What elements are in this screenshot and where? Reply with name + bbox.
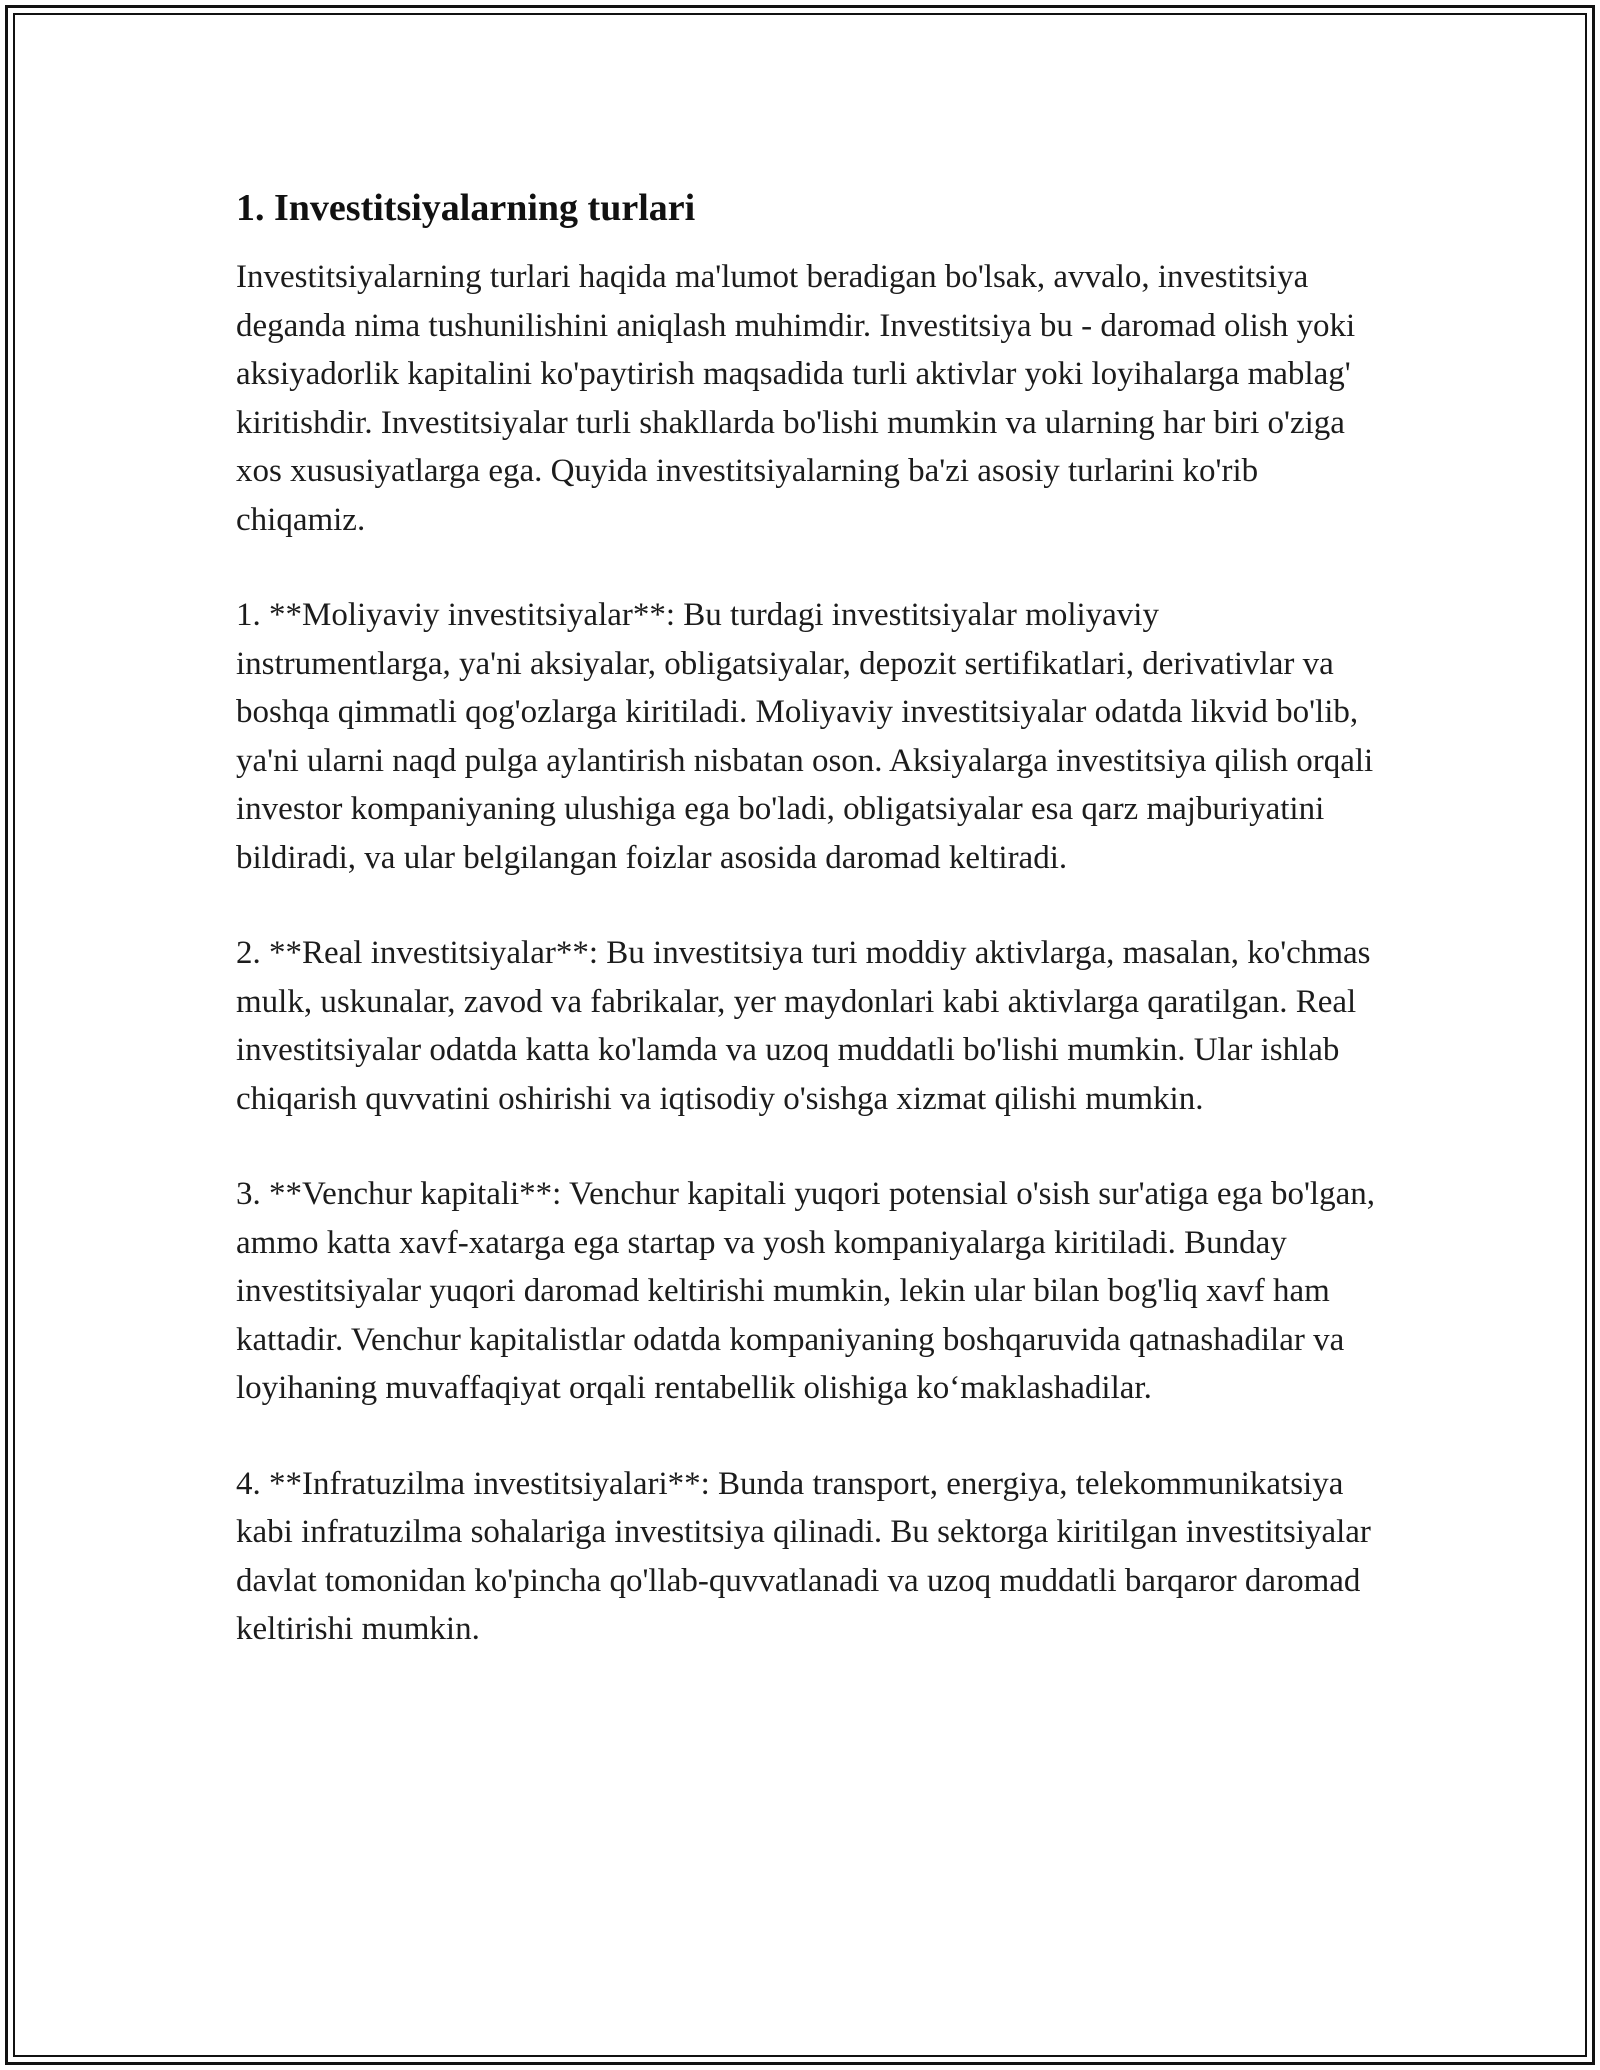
venture-capital-paragraph: 3. **Venchur kapitali**: Venchur kapitali yuqori potensial o'sish sur'atiga ega bo'lgan, ammo katta xavf-xatarga ega startap va yosh kompaniyalarga kiritiladi. Bunday investitsiyalar yuqori daromad keltirishi mumkin, lekin ular bilan bog'liq xavf ham kattadir. Venchur kapitalistlar odatda kompaniyaning boshqaruvida qatnashadilar va loyihaning muvaffaqiyat orqali rentabellik olishiga ko‘maklashadilar.	[236, 1176, 1375, 1406]
document-body	[236, 185, 1381, 1701]
section-heading: 1. Investitsiyalarning turlari	[236, 187, 696, 229]
infrastructure-investments-paragraph: 4. **Infratuzilma investitsiyalari**: Bunda transport, energiya, telekommunikatsiya kabi infratuzilma sohalariga investitsiya qilinadi. Bu sektorga kiritilgan investitsiyalar davlat tomonidan ko'pincha qo'llab-quvvatlanadi va uzoq muddatli barqaror daromad keltirishi mumkin.	[236, 1465, 1371, 1647]
intro-paragraph: Investitsiyalarning turlari haqida ma'lumot beradigan bo'lsak, avvalo, investitsiya deganda nima tushunilishini aniqlash muhimdir. Investitsiya bu - daromad olish yoki aksiyadorlik kapitalini ko'paytirish maqsadida turli aktivlar yoki loyihalarga mablag' kiritishdir. Investitsiyalar turli shakllarda bo'lishi mumkin va ularning har biri o'ziga xos xususiyatlarga ega. Quyida investitsiyalarning ba'zi asosiy turlarini ko'rib chiqamiz.	[236, 259, 1356, 538]
financial-investments-paragraph: 1. **Moliyaviy investitsiyalar**: Bu turdagi investitsiyalar moliyaviy instrumentlarga, ya'ni aksiyalar, obligatsiyalar, depozit sertifikatlari, derivativlar va boshqa qimmatli qog'ozlarga kiritiladi. Moliyaviy investitsiyalar odatda likvid bo'lib, ya'ni ularni naqd pulga aylantirish nisbatan oson. Aksiyalarga investitsiya qilish orqali investor kompaniyaning ulushiga ega bo'ladi, obligatsiyalar esa qarz majburiyatini bildiradi, va ular belgilangan foizlar asosida daromad keltiradi.	[236, 597, 1374, 876]
real-investments-paragraph: 2. **Real investitsiyalar**: Bu investitsiya turi moddiy aktivlarga, masalan, ko'chmas mulk, uskunalar, zavod va fabrikalar, yer maydonlari kabi aktivlarga qaratilgan. Real investitsiyalar odatda katta ko'lamda va uzoq muddatli bo'lishi mumkin. Ular ishlab chiqarish quvvatini oshirishi va iqtisodiy o'sishga xizmat qilishi mumkin.	[236, 935, 1371, 1117]
